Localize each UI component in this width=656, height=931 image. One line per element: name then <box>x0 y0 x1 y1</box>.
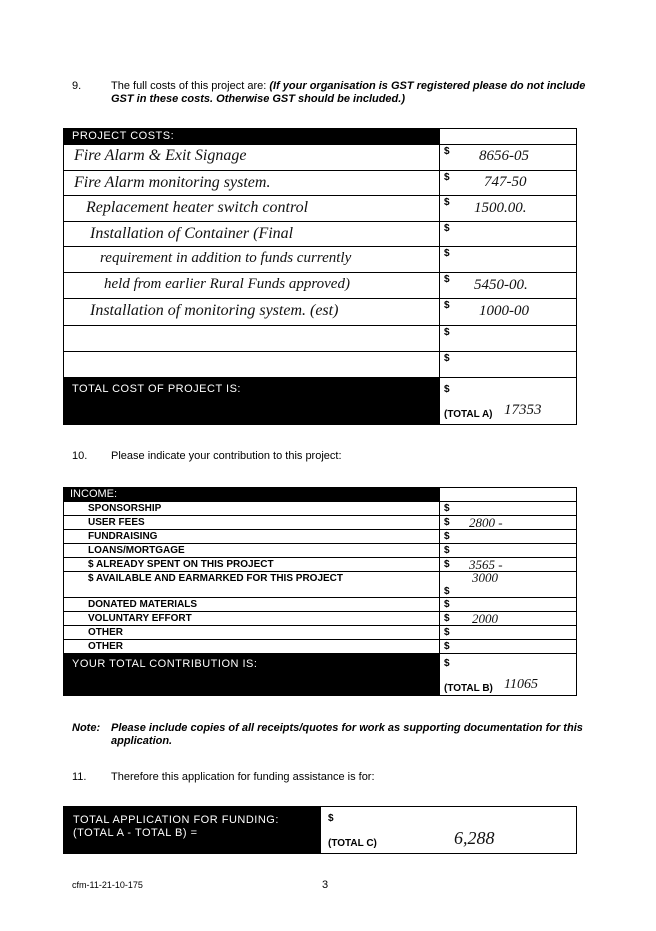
cost-description: requirement in addition to funds currently <box>100 250 352 266</box>
application-amount-cell <box>321 807 576 853</box>
income-row <box>64 597 576 612</box>
income-total-row <box>64 653 576 696</box>
question-9-number: 9. <box>72 80 82 92</box>
project-cost-row <box>64 272 576 293</box>
dollar-sign: $ <box>444 353 450 364</box>
question-11-number: 11. <box>72 771 87 783</box>
dollar-sign: $ <box>444 146 450 157</box>
note-label: Note: <box>72 722 101 734</box>
cost-description: Replacement heater switch control <box>86 199 309 216</box>
income-label: FUNDRAISING <box>88 531 158 542</box>
income-row <box>64 639 576 654</box>
total-a-value: 17353 <box>504 402 542 418</box>
cost-description: held from earlier Rural Funds approved) <box>104 276 350 292</box>
income-amount: 2800 - <box>469 515 503 530</box>
application-table <box>63 806 577 854</box>
total-a-tag: (TOTAL A) <box>444 409 493 420</box>
cost-description: Installation of monitoring system. (est) <box>90 302 339 319</box>
question-10-number: 10. <box>72 450 88 462</box>
cost-amount: 5450-00. <box>474 277 528 293</box>
project-cost-row <box>64 144 576 164</box>
income-row <box>64 515 576 530</box>
question-9-text <box>111 80 591 106</box>
dollar-sign: $ <box>444 658 450 669</box>
income-amount: 3000 <box>472 570 498 585</box>
project-cost-row <box>64 325 576 338</box>
dollar-sign: $ <box>444 545 450 556</box>
income-label: $ ALREADY SPENT ON THIS PROJECT <box>88 559 274 570</box>
income-total-label: YOUR TOTAL CONTRIBUTION IS: <box>64 654 439 696</box>
income-row <box>64 557 576 572</box>
dollar-sign: $ <box>444 223 450 234</box>
project-costs-header: PROJECT COSTS: <box>64 129 439 144</box>
project-costs-table <box>63 128 577 425</box>
question-9-label: The full costs of this project are: <box>111 80 267 92</box>
income-row <box>64 611 576 626</box>
dollar-sign: $ <box>328 813 334 824</box>
dollar-sign: $ <box>444 248 450 259</box>
project-cost-row <box>64 170 576 191</box>
dollar-sign: $ <box>444 627 450 638</box>
dollar-sign: $ <box>444 384 450 395</box>
question-10-text: Please indicate your contribution to this project: <box>111 450 342 462</box>
income-label: USER FEES <box>88 517 145 528</box>
dollar-sign: $ <box>444 503 450 514</box>
dollar-sign: $ <box>444 197 450 208</box>
income-label: VOLUNTARY EFFORT <box>88 613 192 624</box>
income-label: SPONSORSHIP <box>88 503 162 514</box>
cost-description: Fire Alarm monitoring system. <box>74 174 271 191</box>
income-row <box>64 501 576 516</box>
income-table <box>63 487 577 696</box>
dollar-sign: $ <box>444 586 450 597</box>
income-row <box>64 543 576 558</box>
dollar-sign: $ <box>444 327 450 338</box>
dollar-sign: $ <box>444 559 450 570</box>
project-total-label: TOTAL COST OF PROJECT IS: <box>64 378 439 425</box>
cost-description: Fire Alarm & Exit Signage <box>74 147 247 164</box>
question-11-text: Therefore this application for funding assistance is for: <box>111 771 375 783</box>
income-label: LOANS/MORTGAGE <box>88 545 185 556</box>
project-cost-row <box>64 246 576 266</box>
application-label <box>64 807 321 853</box>
dollar-sign: $ <box>444 531 450 542</box>
total-b-tag: (TOTAL B) <box>444 683 493 694</box>
application-label-line1: TOTAL APPLICATION FOR FUNDING: <box>73 814 279 826</box>
dollar-sign: $ <box>444 641 450 652</box>
income-row <box>64 529 576 544</box>
cost-amount: 1500.00. <box>474 200 527 216</box>
total-c-value: 6,288 <box>454 828 495 848</box>
cost-amount: 8656-05 <box>479 148 529 164</box>
gst-instruction: (If your organisation is GST registered please do not include GST in these costs. Otherwise GST should be included.) <box>111 80 586 105</box>
income-label: DONATED MATERIALS <box>88 599 198 610</box>
income-row <box>64 571 576 598</box>
dollar-sign: $ <box>444 300 450 311</box>
project-total-row <box>64 377 576 425</box>
income-label: $ AVAILABLE AND EARMARKED FOR THIS PROJECT <box>88 573 344 584</box>
dollar-sign: $ <box>444 274 450 285</box>
cost-amount: 1000-00 <box>479 303 529 319</box>
income-amount: 3565 - <box>469 557 503 572</box>
dollar-sign: $ <box>444 599 450 610</box>
project-cost-row <box>64 221 576 242</box>
total-b-value: 11065 <box>504 677 538 692</box>
income-amount: 2000 <box>472 611 498 626</box>
total-c-tag: (TOTAL C) <box>328 838 377 849</box>
cost-amount: 747-50 <box>484 174 527 190</box>
dollar-sign: $ <box>444 517 450 528</box>
dollar-sign: $ <box>444 172 450 183</box>
application-label-line2: (TOTAL A - TOTAL B) = <box>73 827 198 839</box>
project-cost-row <box>64 195 576 216</box>
project-cost-row <box>64 351 576 364</box>
form-code: cfm-11-21-10-175 <box>72 880 143 890</box>
note-text: Please include copies of all receipts/quotes for work as supporting documentation for this application. <box>111 722 583 747</box>
dollar-sign: $ <box>444 613 450 624</box>
income-label: OTHER <box>88 627 123 638</box>
income-row <box>64 625 576 640</box>
income-label: OTHER <box>88 641 123 652</box>
cost-description: Installation of Container (Final <box>90 225 294 242</box>
income-header: INCOME: <box>64 488 439 501</box>
project-cost-row <box>64 298 576 319</box>
page-number: 3 <box>322 879 329 891</box>
